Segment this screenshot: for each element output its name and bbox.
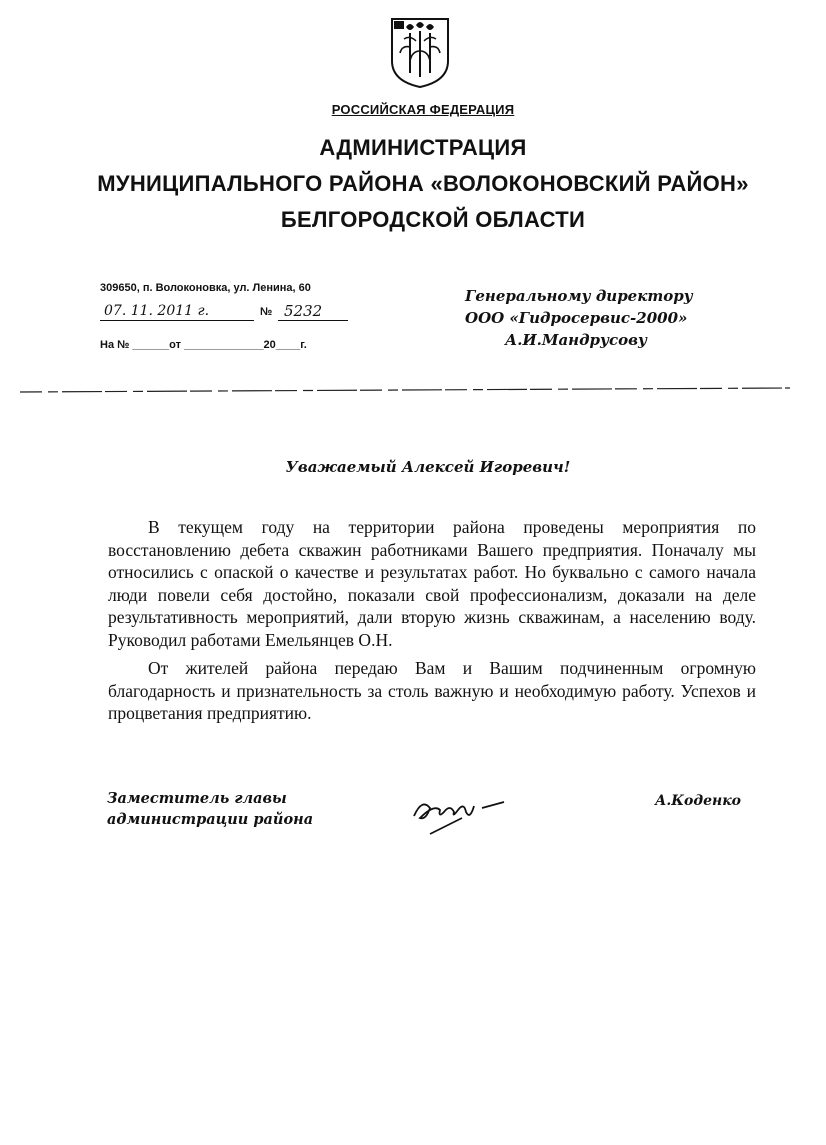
outgoing-number: 5232 xyxy=(278,302,348,321)
paragraph-1: В текущем году на территории района проведены мероприятия по восстановлению дебета скважин работниками Вашего предприятия. Поначалу мы относились с опаской о качестве и результатах работ. Но буквально с самого начала люди повели себя достойно, показали свой профессионализм, доказали на деле результативность мероприятий, дали вторую жизнь скважинам, а населению воду. Руководил работами Емельянцев О.Н. xyxy=(108,517,756,650)
signer-title xyxy=(107,788,313,830)
country-heading: РОССИЙСКАЯ ФЕДЕРАЦИЯ xyxy=(331,102,515,117)
coat-of-arms-icon xyxy=(390,17,450,89)
org-title-line1: АДМИНИСТРАЦИЯ xyxy=(319,135,527,160)
letter-body xyxy=(108,516,756,725)
org-title-line3: БЕЛГОРОДСКОЙ ОБЛАСТИ xyxy=(280,207,586,232)
number-label: № xyxy=(260,306,273,318)
outgoing-date: 07. 11. 2011 г. xyxy=(100,302,254,321)
recipient-name: А.И.Мандрусову xyxy=(505,331,647,349)
org-title-line2: МУНИЦИПАЛЬНОГО РАЙОНА «ВОЛОКОНОВСКИЙ РАЙОН» xyxy=(97,171,749,196)
sender-address: 309650, п. Волоконовка, ул. Ленина, 60 xyxy=(100,282,311,294)
outgoing-reference xyxy=(100,302,345,324)
reply-reference-line: На № ______от _____________20____г. xyxy=(100,339,307,351)
handwritten-signature xyxy=(400,790,520,850)
recipient-block xyxy=(465,285,693,351)
signer-name: А.Коденко xyxy=(655,793,742,809)
paragraph-2: От жителей района передаю Вам и Вашим подчиненным огромную благодарность и признательность за столь важную и необходимую работу. Успехов и процветания предприятию. xyxy=(108,658,756,723)
header-divider xyxy=(20,381,790,389)
signer-title-line2: администрации района xyxy=(107,811,314,828)
recipient-position: Генеральному директору xyxy=(465,287,693,305)
signer-title-line1: Заместитель главы xyxy=(107,790,287,807)
recipient-company: ООО «Гидросервис-2000» xyxy=(465,309,688,327)
salutation: Уважаемый Алексей Игоревич! xyxy=(285,458,571,476)
